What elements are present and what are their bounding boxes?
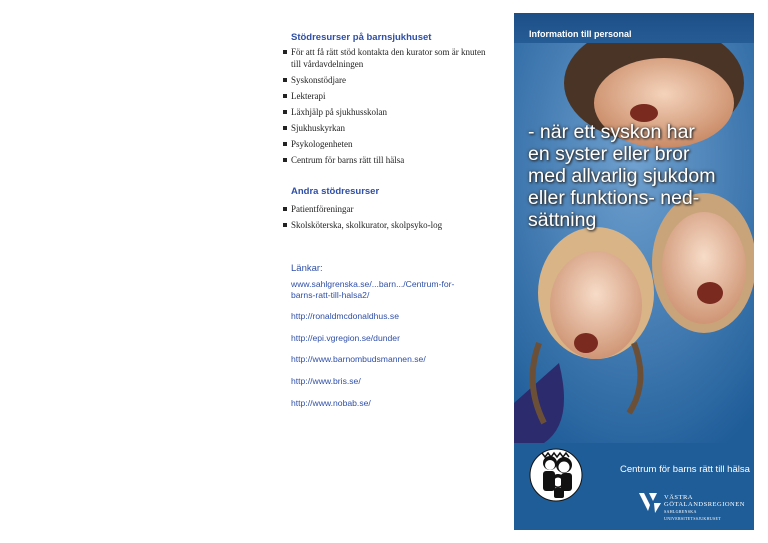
bullet-icon xyxy=(283,78,287,82)
list-item: Centrum för barns rätt till hälsa xyxy=(282,154,487,166)
cover-title-line: - när ett syskon har xyxy=(528,121,695,143)
bullet-icon xyxy=(283,110,287,114)
bullet-icon xyxy=(283,223,287,227)
link-ronald-mcdonald[interactable]: http://ronaldmcdonaldhus.se xyxy=(291,311,399,321)
list-item: Syskonstödjare xyxy=(282,74,487,86)
support-list xyxy=(282,46,487,170)
region-line: SAHLGRENSKA UNIVERSITETSSJUKHUSET xyxy=(664,509,721,521)
cover-title-line: sättning xyxy=(528,209,597,231)
cover-footer: Centrum för barns rätt till hälsa xyxy=(620,464,750,475)
bullet-icon xyxy=(283,142,287,146)
cover-panel xyxy=(514,13,754,530)
cover-title-line: eller funktions- ned- xyxy=(528,187,700,209)
cover-title-line: en syster eller bror xyxy=(528,143,690,165)
list-item: Skolsköterska, skolkurator, skolpsyko-log xyxy=(282,219,452,231)
list-item: Sjukhuskyrkan xyxy=(282,122,487,134)
link-nobab[interactable]: http://www.nobab.se/ xyxy=(291,398,371,408)
list-item: För att få rätt stöd kontakta den kurator som är knuten till vårdavdelningen xyxy=(282,46,487,70)
bullet-icon xyxy=(283,126,287,130)
cover-title-line: med allvarlig sjukdom xyxy=(528,165,716,187)
centrum-logo-icon xyxy=(528,443,584,503)
region-logo-icon xyxy=(637,491,663,515)
cover-title xyxy=(528,121,754,231)
bullet-icon xyxy=(283,158,287,162)
other-resources-heading: Andra stödresurser xyxy=(291,186,380,197)
children-photo xyxy=(514,43,754,443)
region-line: GÖTALANDSREGIONEN xyxy=(664,501,745,508)
list-item: Läxhjälp på sjukhusskolan xyxy=(282,106,487,118)
bullet-icon xyxy=(283,207,287,211)
bullet-icon xyxy=(283,50,287,54)
links-heading: Länkar: xyxy=(291,263,323,274)
region-line: VÄSTRA xyxy=(664,494,694,501)
cover-label: Information till personal xyxy=(529,29,632,39)
bullet-icon xyxy=(283,94,287,98)
other-resources-list xyxy=(282,203,452,235)
link-bris[interactable]: http://www.bris.se/ xyxy=(291,376,361,386)
link-dunder[interactable]: http://epi.vgregion.se/dunder xyxy=(291,333,400,343)
list-item: Psykologenheten xyxy=(282,138,487,150)
link-sahlgrenska[interactable]: www.sahlgrenska.se/...barn.../Centrum-for-barns-ratt-till-halsa2/ xyxy=(291,279,455,300)
link-barnombudsmannen[interactable]: http://www.barnombudsmannen.se/ xyxy=(291,354,426,364)
list-item: Lekterapi xyxy=(282,90,487,102)
support-heading: Stödresurser på barnsjukhuset xyxy=(291,32,432,43)
list-item: Patientföreningar xyxy=(282,203,452,215)
region-wordmark xyxy=(664,494,754,522)
